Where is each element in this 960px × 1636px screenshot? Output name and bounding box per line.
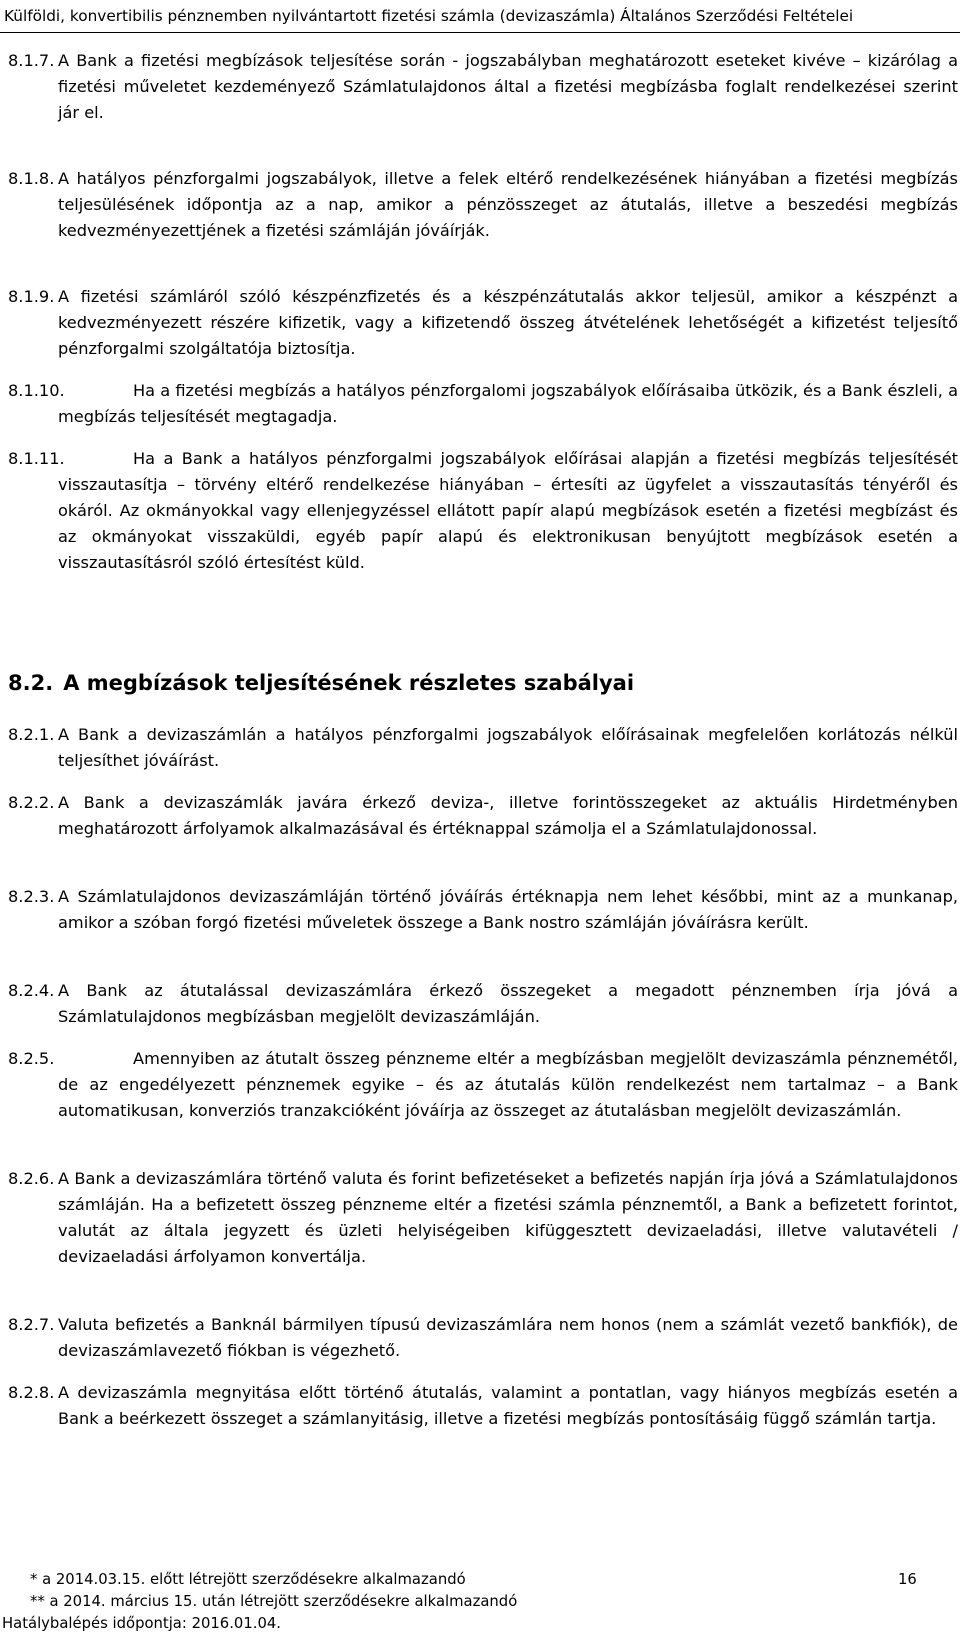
effective-date: Hatálybalépés időpontja: 2016.01.04. — [2, 1615, 281, 1632]
paragraph-text: Valuta befizetés a Banknál bármilyen típusú devizaszámlára nem honos (nem a számlát vezető bankfiók), de devizaszámlavezető fiókban is végezhető. — [58, 1315, 958, 1360]
paragraph-number: 8.2.6. — [8, 1169, 55, 1188]
paragraph-number: 8.2.5. — [8, 1049, 55, 1068]
paragraph-8-2-8 — [8, 1380, 958, 1432]
paragraph-text: A Bank a fizetési megbízások teljesítése során - jogszabályban meghatározott eseteket kivéve – kizárólag a fizetési műveletet kezdeményező Számlatulajdonos által a fizetési megbízásba foglalt rendelkezései szerint jár el. — [58, 51, 958, 122]
section-heading — [8, 668, 948, 698]
footnote-2: ** a 2014. március 15. után létrejött szerződésekre alkalmazandó — [30, 1593, 518, 1610]
paragraph-8-1-11 — [8, 446, 958, 576]
paragraph-8-2-6 — [8, 1166, 958, 1270]
paragraph-number: 8.1.10. — [8, 381, 65, 400]
paragraph-text: Ha a fizetési megbízás a hatályos pénzforgalomi jogszabályok előírásaiba ütközik, és a Bank észleli, a megbízás teljesítését megtagadja. — [58, 381, 958, 426]
paragraph-number: 8.1.11. — [8, 449, 65, 468]
paragraph-number: 8.1.8. — [8, 169, 55, 188]
paragraph-number: 8.2.7. — [8, 1315, 55, 1334]
paragraph-text: A Bank a devizaszámlán a hatályos pénzforgalmi jogszabályok előírásainak megfelelően korlátozás nélkül teljesíthet jóváírást. — [58, 725, 958, 770]
paragraph-text: A Bank a devizaszámlára történő valuta és forint befizetéseket a befizetés napján írja jóvá a Számlatulajdonos számláján. Ha a befizetett összeg pénzneme eltér a fizetési számla pénznemtől, a Bank a befizetett forintot, valutát az általa jegyzett és üzleti helyiségeiben kifüggesztett devizaeladási, illetve valutavételi / devizaeladási árfolyamon konvertálja. — [58, 1169, 958, 1266]
page-number: 16 — [898, 1571, 917, 1588]
paragraph-number: 8.2.8. — [8, 1383, 55, 1402]
paragraph-number: 8.1.7. — [8, 51, 55, 70]
paragraph-8-1-7 — [8, 48, 958, 126]
paragraph-text: Ha a Bank a hatályos pénzforgalmi jogszabályok előírásai alapján a fizetési megbízás teljesítését visszautasítja – törvény eltérő rendelkezése hiányában – értesíti az ügyfelet a visszautasítás tényéről és okáról. Az okmányokkal vagy ellenjegyzéssel ellátott papír alapú megbízások esetén a fizetési megbízást és az okmányokat visszaküldi, egyéb papír alapú és elektronikusan benyújtott megbízások esetén a visszautasításról szóló értesítést küld. — [58, 449, 958, 572]
paragraph-number: 8.2.4. — [8, 981, 55, 1000]
paragraph-text: A Számlatulajdonos devizaszámláján történő jóváírás értéknapja nem lehet későbbi, mint az a munkanap, amikor a szóban forgó fizetési műveletek összege a Bank nostro számláján jóváírásra került. — [58, 887, 958, 932]
paragraph-8-1-8 — [8, 166, 958, 244]
paragraph-text: A Bank az átutalással devizaszámlára érkező összegeket a megadott pénznemben írja jóvá a Számlatulajdonos megbízásban megjelölt devizaszámláján. — [58, 981, 958, 1026]
paragraph-8-1-9 — [8, 284, 958, 362]
paragraph-number: 8.2.2. — [8, 793, 55, 812]
paragraph-number: 8.2.3. — [8, 887, 55, 906]
paragraph-number: 8.1.9. — [8, 287, 55, 306]
header-divider — [0, 32, 960, 33]
paragraph-text: A devizaszámla megnyitása előtt történő átutalás, valamint a pontatlan, vagy hiányos megbízás esetén a Bank a beérkezett összeget a számlanyitásig, illetve a fizetési megbízás pontosításáig függő számlán tartja. — [58, 1383, 958, 1428]
paragraph-8-2-1 — [8, 722, 958, 774]
paragraph-text: A fizetési számláról szóló készpénzfizetés és a készpénzátutalás akkor teljesül, amikor a készpénzt a kedvezményezett részére kifizetik, vagy a kifizetendő összeg átvételének lehetőségét a kifizetést teljesítő pénzforgalmi szolgáltatója biztosítja. — [58, 287, 958, 358]
paragraph-8-2-2 — [8, 790, 958, 842]
paragraph-text: Amennyiben az átutalt összeg pénzneme eltér a megbízásban megjelölt devizaszámla pénznemétől, de az engedélyezett pénznemek egyike – és az átutalás külön rendelkezést nem tartalmaz – a Bank automatikusan, konverziós tranzakcióként jóváírja az összeget az átutalásban megjelölt devizaszámlán. — [58, 1049, 958, 1120]
paragraph-8-2-3 — [8, 884, 958, 936]
paragraph-text: A hatályos pénzforgalmi jogszabályok, illetve a felek eltérő rendelkezésének hiányában a fizetési megbízás teljesülésének időpontja az a nap, amikor a pénzösszeget az átutalás, illetve a beszedési megbízás kedvezményezettjének a fizetési számláján jóváírják. — [58, 169, 958, 240]
paragraph-8-1-10 — [8, 378, 958, 430]
paragraph-8-2-4 — [8, 978, 958, 1030]
section-number: 8.2. — [8, 671, 54, 695]
section-title: A megbízások teljesítésének részletes szabályai — [63, 671, 635, 695]
paragraph-text: A Bank a devizaszámlák javára érkező deviza-, illetve forintösszegeket az aktuális Hirdetményben meghatározott árfolyamok alkalmazásával és értéknappal számolja el a Számlatulajdonossal. — [58, 793, 958, 838]
paragraph-8-2-5 — [8, 1046, 958, 1124]
paragraph-number: 8.2.1. — [8, 725, 55, 744]
footnote-1: * a 2014.03.15. előtt létrejött szerződésekre alkalmazandó — [30, 1571, 466, 1588]
document-header: Külföldi, konvertibilis pénznemben nyilvántartott fizetési számla (devizaszámla) Általános Szerződési Feltételei — [4, 7, 854, 25]
paragraph-8-2-7 — [8, 1312, 958, 1364]
